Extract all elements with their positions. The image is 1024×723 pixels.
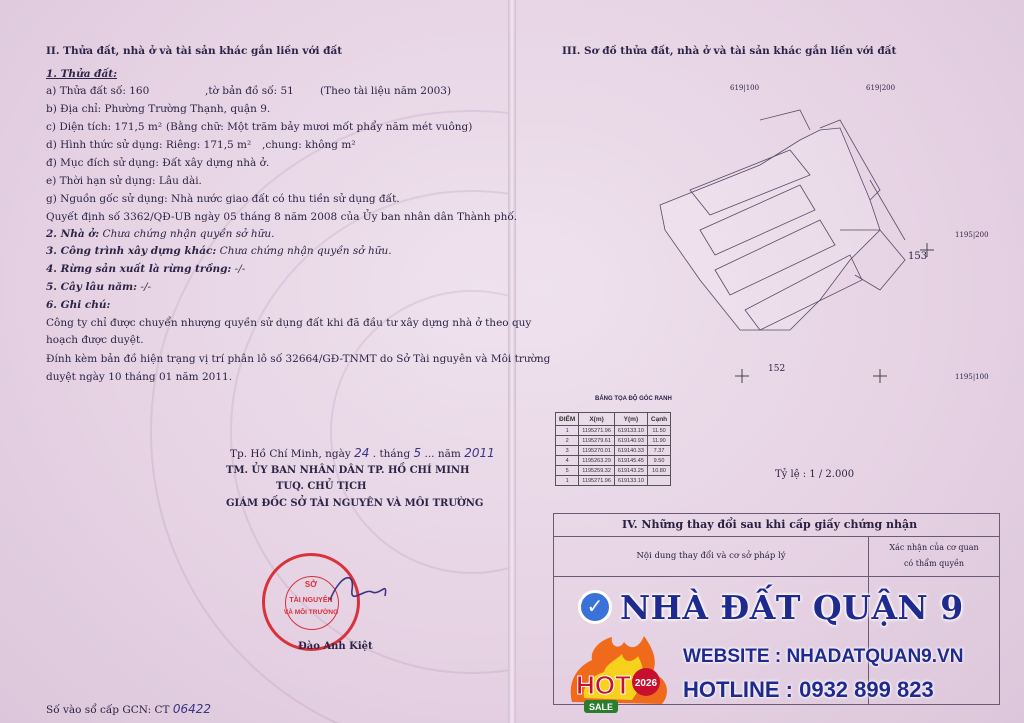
coord-cell: 619143.25 (614, 466, 647, 476)
signer-org: TM. ỦY BAN NHÂN DÂN TP. HỒ CHÍ MINH (226, 465, 470, 476)
signer-name: Đào Anh Kiệt (298, 641, 373, 652)
map-sheet-number: ,tờ bản đồ số: 51 (205, 85, 294, 97)
changes-col-content: Nội dung thay đổi và cơ sở pháp lý (554, 536, 869, 576)
svg-text:HOT: HOT (576, 670, 631, 700)
coord-header-cell: Cạnh (647, 413, 670, 426)
reg-number: 06422 (172, 702, 212, 716)
item5-value: -/- (140, 281, 152, 293)
coord-cell: 619140.93 (614, 436, 647, 446)
item4-label: 4. Rừng sản xuất là rừng trồng: (46, 263, 232, 275)
parcel-number: a) Thửa đất số: 160 (46, 85, 150, 97)
svg-text:2026: 2026 (634, 678, 658, 689)
address: b) Địa chỉ: Phường Trường Thạnh, quận 9. (46, 103, 271, 115)
coord-cell: 1195271.96 (579, 426, 615, 436)
note-line-4: duyệt ngày 10 tháng 01 năm 2011. (46, 371, 233, 383)
stamp-mid1: TÀI NGUYÊN (289, 597, 333, 604)
stamp-mid2: VÀ MÔI TRƯỜNG (283, 609, 339, 616)
grid-label-1195-100: 1195|100 (955, 373, 989, 381)
coord-cell (647, 476, 670, 486)
signer-title: GIÁM ĐỐC SỞ TÀI NGUYÊN VÀ MÔI TRƯỜNG (226, 498, 484, 509)
item1-title: 1. Thửa đất: (46, 68, 118, 80)
coord-cell: 1195270.01 (579, 446, 615, 456)
coord-cell: 1195271.96 (579, 476, 615, 486)
grid-label-619-200: 619|200 (866, 84, 896, 92)
note-line-2: hoạch được duyệt. (46, 334, 144, 346)
item3-value: Chưa chứng nhận quyền sở hữu. (219, 245, 392, 257)
reg-label: Số vào sổ cấp GCN: CT (46, 704, 170, 716)
table-row (556, 446, 671, 456)
svg-text:SALE: SALE (588, 702, 614, 712)
item6-label: 6. Ghi chú: (46, 299, 111, 311)
grid-label-619-100: 619|100 (730, 84, 760, 92)
table-row (556, 456, 671, 466)
usage-form: d) Hình thức sử dụng: Riêng: 171,5 m² (46, 139, 252, 151)
date-month-label: . tháng (372, 448, 411, 460)
coord-cell: 11.90 (647, 436, 670, 446)
coord-table-title: BẢNG TỌA ĐỘ GÓC RANH (595, 396, 672, 402)
coord-cell: 10.80 (647, 466, 670, 476)
coordinate-table (555, 412, 671, 486)
date-day: 24 (354, 446, 370, 460)
item3-label: 3. Công trình xây dựng khác: (46, 245, 217, 257)
table-row (556, 476, 671, 486)
signer-authority: TUQ. CHỦ TỊCH (276, 481, 367, 492)
lot-153: 153 (908, 251, 928, 262)
table-row (556, 466, 671, 476)
lot-152: 152 (768, 364, 786, 374)
grid-label-1195-200: 1195|200 (955, 231, 989, 239)
stamp-top: SỞ (304, 580, 318, 589)
coord-cell: 9.50 (647, 456, 670, 466)
verified-check-icon: ✓ (578, 590, 612, 624)
hot-sale-badge-icon (562, 632, 676, 720)
usage-common: ,chung: không m² (262, 139, 356, 151)
coord-cell: 1195279.61 (579, 436, 615, 446)
coord-header-cell: X(m) (579, 413, 615, 426)
section3-title: III. Sơ đồ thửa đất, nhà ở và tài sản khác gắn liền với đất (562, 45, 897, 57)
usage-origin: g) Nguồn gốc sử dụng: Nhà nước giao đất có thu tiền sử dụng đất. (46, 193, 400, 205)
changes-col-confirm-line1: Xác nhận của cơ quan (889, 543, 979, 552)
note-line-1: Công ty chỉ được chuyển nhượng quyền sử dụng đất khi đã đầu tư xây dựng nhà ở theo quy (46, 317, 532, 329)
coord-cell: 7.37 (647, 446, 670, 456)
website-text: WEBSITE : NHADATQUAN9.VN (683, 646, 964, 667)
coord-table-body (556, 426, 671, 486)
decision-text: Quyết định số 3362/QĐ-UB ngày 05 tháng 8 năm 2008 của Ủy ban nhân dân Thành phố. (46, 211, 518, 223)
changes-columns (554, 536, 999, 577)
coord-cell: 619140.33 (614, 446, 647, 456)
date-year-label: ... năm (424, 448, 461, 460)
changes-title: IV. Những thay đổi sau khi cấp giấy chứng nhận (554, 514, 999, 537)
coord-cell: 619145.45 (614, 456, 647, 466)
brand-title: NHÀ ĐẤT QUẬN 9 (620, 588, 964, 627)
section2-title: II. Thửa đất, nhà ở và tài sản khác gắn liền với đất (46, 45, 343, 57)
hotline-text: HOTLINE : 0932 899 823 (683, 677, 934, 702)
coord-cell: 3 (556, 446, 579, 456)
coord-cell: 4 (556, 456, 579, 466)
coord-cell: 11.50 (647, 426, 670, 436)
coord-cell: 1 (556, 476, 579, 486)
usage-term: e) Thời hạn sử dụng: Lâu dài. (46, 175, 202, 187)
usage-purpose: đ) Mục đích sử dụng: Đất xây dựng nhà ở. (46, 157, 270, 169)
coord-cell: 1195259.32 (579, 466, 615, 476)
area: c) Diện tích: 171,5 m² (46, 121, 163, 133)
coord-cell: 619133.10 (614, 426, 647, 436)
coord-cell: 5 (556, 466, 579, 476)
document-year-note: (Theo tài liệu năm 2003) (320, 85, 452, 97)
coord-cell: 619133.10 (614, 476, 647, 486)
changes-col-confirm (869, 540, 999, 572)
map-scale: Tỷ lệ : 1 / 2.000 (775, 469, 855, 480)
date-prefix: Tp. Hồ Chí Minh, ngày (230, 448, 351, 460)
coord-cell: 1 (556, 426, 579, 436)
date-year: 2011 (464, 446, 495, 460)
coord-header-cell: Y(m) (614, 413, 647, 426)
coord-cell: 1195263.29 (579, 456, 615, 466)
area-in-words: (Bằng chữ: Một trăm bảy mươi mốt phẩy năm mét vuông) (166, 121, 473, 133)
coord-cell: 2 (556, 436, 579, 446)
item4-value: -/- (234, 263, 246, 275)
changes-col-confirm-line2: có thẩm quyền (903, 559, 965, 568)
coord-header-cell: ĐIỂM (556, 413, 579, 426)
coord-table-header (556, 413, 671, 426)
item2-label: 2. Nhà ở: (46, 228, 100, 240)
note-line-3: Đính kèm bản đồ hiện trạng vị trí phân lô số 32664/GĐ-TNMT do Sở Tài nguyên và Môi trường (46, 353, 551, 365)
item2-value: Chưa chứng nhận quyền sở hữu. (102, 228, 275, 240)
item5-label: 5. Cây lâu năm: (46, 281, 138, 293)
date-month: 5 (413, 446, 422, 460)
table-row (556, 436, 671, 446)
table-row (556, 426, 671, 436)
